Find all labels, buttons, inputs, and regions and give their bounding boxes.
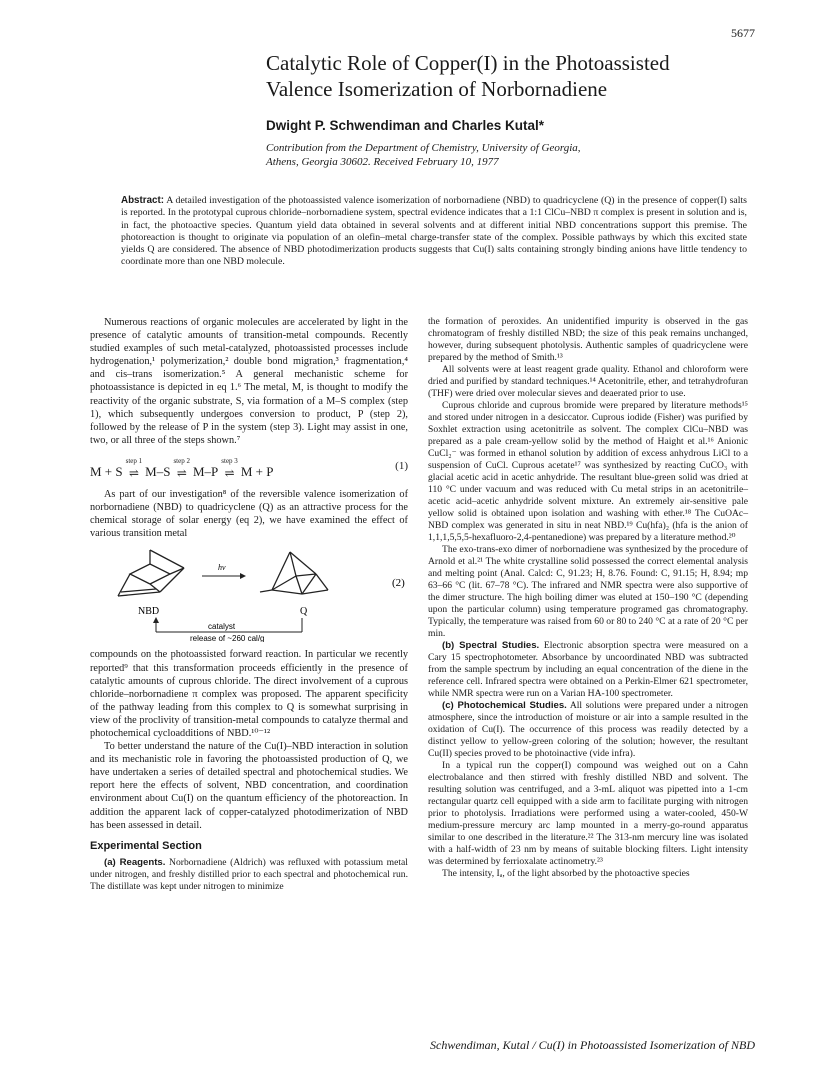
page-number: 5677 bbox=[731, 26, 755, 40]
affiliation bbox=[266, 141, 686, 169]
eq1-step2-label: step 2 bbox=[173, 456, 190, 465]
scheme-nbd-label: NBD bbox=[138, 606, 160, 618]
equation-1-body bbox=[90, 455, 274, 481]
right-paragraph-2: All solvents were at least reagent grade quality. Ethanol and chloroform were dried and purified by standard techniques.¹⁴ Acetonitrile, ether, and tetrahydrofuran (THF) were dried over molecular sieves and deaerated prior to use. bbox=[428, 364, 748, 399]
article-title bbox=[266, 50, 746, 102]
affiliation-line-1: Contribution from the Department of Chemistry, University of Georgia, bbox=[266, 142, 581, 154]
spectral-paragraph bbox=[428, 640, 748, 700]
eq1-ms: M–S bbox=[145, 463, 171, 479]
eq1-arrow-step2: step 2 ⇌ bbox=[173, 456, 190, 481]
intro-paragraph-1: Numerous reactions of organic molecules are accelerated by light in the presence of catalytic amounts of transition-metal compounds. Recently studied examples of such metal-catalyzed, photoassisted processes include hydrogenation,¹ polymerization,² double bond migration,³ fragmentation,⁴ and cis–trans isomerization.⁵ A general mechanistic scheme for photoassistance is depicted in eq 1.⁶ The metal, M, is thought to modify the reactivity of the organic substrate, S, via formation of a M–S complex (step 1), which subsequently undergoes conversion to product, P (step 2), followed by the release of P in the system (step 3). Light may assist in one, two, or all three of the steps shown.⁷ bbox=[90, 317, 408, 446]
eq1-rhs: M + P bbox=[240, 463, 274, 479]
affiliation-line-2: Athens, Georgia 30602. Received February 10, 1977 bbox=[266, 156, 499, 168]
right-paragraph-4: The exo-trans-exo dimer of norbornadiene was synthesized by the procedure of Arnold et al.²¹ The white crystalline solid possessed the correct elemental analysis and melting point (Anal. Calcd: C, 91.23; H, 8.76. Found: C, 91.15; H, 8.94; mp 63–66 °C (lit. 67–78 °C). The infrared and NMR spectra were also supportive of the dimer structure. The high boiling dimer was eluted at 150–190 °C (depending upon the particular column) using temperature programed gas chromatography. Typically, the temperature was raised from 60 or 80 to 240 °C at a rate of 20 °C per min. bbox=[428, 544, 748, 639]
spectral-label: (b) Spectral Studies. bbox=[442, 640, 540, 651]
intro-paragraph-4: To better understand the nature of the Cu(I)–NBD interaction in solution and its mechanistic role in favoring the photoassisted production of Q, we have undertaken a series of detailed spectral and photochemical studies. We report here the effects of solvent, NBD concentration, and coordination environment about Cu(I) on the quantum efficiency of the photoreaction. In addition the apparent lack of copper-catalyzed photodimerization of NBD has been assessed in detail. bbox=[90, 741, 408, 831]
right-column bbox=[428, 316, 748, 880]
right-paragraph-1: the formation of peroxides. An unidentified impurity is observed in the gas chromatogram of freshly distilled NBD; the size of this peak remains unchanged, however, during subsequent photolysis. Authentic samples of quadricyclene were prepared by the method of Smith.¹³ bbox=[428, 316, 748, 363]
abstract bbox=[121, 195, 747, 269]
scheme-catalyst: catalyst bbox=[208, 622, 236, 632]
eq1-arrow-step1: step 1 ⇌ bbox=[125, 456, 143, 481]
scheme-q-label: Q bbox=[300, 606, 308, 618]
right-paragraph-7: In a typical run the copper(I) compound was weighed out on a Cahn electrobalance and then stirred with freshly distilled NBD and solvent. The resulting solution was centrifuged, and a 3-mL aliquot was pipetted into a 1-cm rectangular quartz cell equipped with a side arm to facilitate purging with nitrogen prior to photolysis. Irradiations were performed using a water-cooled, 450-W medium-pressure mercury arc lamp mounted in a merry-go-round apparatus similar to one described in the literature.²² The 313-nm mercury line was isolated with a half-width of 23 nm by means of suitable blocking filters. Light intensity was determined by ferrioxalate actinometry.²³ bbox=[428, 760, 748, 867]
photochemical-text: All solutions were prepared under a nitrogen atmosphere, since the introduction of moisture or air into a sample resulted in the oxidation of Cu(I). The occurrence of this process was readily detected by a distinct yellow to yellow-green coloring of the solution; however, the resultant Cu(II) species proved to be photoinactive (vide infra). bbox=[428, 700, 748, 759]
equation-1 bbox=[90, 455, 408, 481]
left-column bbox=[90, 316, 408, 893]
reaction-scheme-2 bbox=[90, 546, 408, 642]
reagents-label: (a) Reagents. bbox=[104, 856, 166, 868]
eq1-step3-label: step 3 bbox=[221, 456, 238, 465]
intro-paragraph-2: As part of our investigation⁸ of the reversible valence isomerization of norbornadiene (NBD) to quadricyclene (Q) as an attractive process for the chemical storage of solar energy (eq 2), we have examined the effect of various transition metal bbox=[90, 489, 408, 540]
section-heading: Experimental Section bbox=[90, 839, 202, 852]
eq1-lhs: M + S bbox=[90, 463, 123, 479]
intro-paragraph-3: compounds on the photoassisted forward reaction. In particular we recently reported⁹ that this transformation proceeds efficiently in the presence of catalytic amounts of cuprous chloride. The direct involvement of a cuprous chloride–norbornadiene π complex was proposed. The apparent specificity of the pathway leading from this complex to Q is somewhat surprising in view of the proclivity of transition-metal compounds to catalyze thermal and photochemical cycloadditions of NBD.¹⁰⁻¹² bbox=[90, 649, 408, 739]
reagents-paragraph bbox=[90, 857, 408, 893]
eq1-step1-label: step 1 bbox=[125, 456, 143, 465]
nbd-to-q-diagram bbox=[90, 546, 408, 642]
photochemical-label: (c) Photochemical Studies. bbox=[442, 700, 567, 711]
spectral-text: Electronic absorption spectra were measured on a Cary 15 spectrophotometer. Absorbance by uncoordinated NBD was subtracted from the sample spectrum by including an equal concentration of the diene in the reference cell. Infrared spectra were obtained on a Perkin-Elmer 621 spectrometer, while NMR spectra were run on a Varian HA-100 spectrometer. bbox=[428, 640, 748, 699]
running-footer: Schwendiman, Kutal / Cu(I) in Photoassisted Isomerization of NBD bbox=[430, 1038, 755, 1052]
abstract-text: A detailed investigation of the photoassisted valence isomerization of norbornadiene (NBD) to quadricyclene (Q) in the presence of copper(I) salts is reported. In the prototypal cuprous chloride–norbornadiene system, spectral evidence indicates that a 1:1 ClCu–NBD π complex is present in solution and is, in fact, the photoactive species. Quantum yield data obtained in several solvents and at different initial NBD concentrations support this premise. The photoreaction is thought to originate via population of an olefin–metal charge-transfer state of the complex. Possible pathways by which this excited state yields Q are considered. The absence of NBD photodimerization products suggests that Cu(I) salts containing strongly binding anions have little tendency to coordinate more than one NBD molecule. bbox=[121, 195, 747, 268]
reagents-text: Norbornadiene (Aldrich) was refluxed with potassium metal under nitrogen, and freshly distilled prior to each spectral and photochemical run. The distillate was kept under nitrogen to minimize bbox=[90, 856, 408, 892]
abstract-label: Abstract: bbox=[121, 195, 165, 206]
authors: Dwight P. Schwendiman and Charles Kutal* bbox=[266, 118, 545, 133]
eq1-arrow-step3: step 3 ⇌ bbox=[221, 456, 238, 481]
scheme-hv: hν bbox=[218, 563, 226, 573]
equation-1-number: (1) bbox=[395, 459, 408, 472]
scheme-release: release of ~260 cal/g bbox=[190, 634, 265, 643]
eq1-mp: M–P bbox=[192, 463, 219, 479]
q-structure bbox=[260, 552, 328, 594]
nbd-structure bbox=[118, 550, 184, 596]
right-paragraph-8: The intensity, Iₐ, of the light absorbed by the photoactive species bbox=[442, 868, 690, 879]
photochemical-paragraph bbox=[428, 700, 748, 760]
title-line-2: Valence Isomerization of Norbornadiene bbox=[266, 77, 608, 101]
title-line-1: Catalytic Role of Copper(I) in the Photoassisted bbox=[266, 51, 670, 75]
equation-2-number: (2) bbox=[392, 577, 405, 590]
right-paragraph-3: Cuprous chloride and cuprous bromide were prepared by literature methods¹⁵ and stored under nitrogen in a desiccator. Cuprous iodide (Fisher) was purified by Soxhlet extraction using acetonitrile as solvent. The complex ClCu–NBD was prepared as a pale cream-yellow solid by the method of Haight et al.¹⁶ Anionic CuCl₂⁻ was formed in ethanol solution by addition of excess anhydrous LiCl to a suspension of CuCl. Cuprous acetate¹⁷ was synthesized by reacting CuCO₃ with glacial acetic acid in acetic anhydride. The resultant blue-green solid was dried at 110 °C under vacuum and was reduced with Cu metal strips in an acetonitrile–acetic acid–acetic anhydride solvent mixture. An extremely air-sensitive pale yellow solid is obtained upon isolation and washing with ether.¹⁸ The CuOAc–NBD complex was generated in situ in neat NBD.¹⁹ Cu(hfa)₂ (hfa is the anion of 1,1,1,5,5,5-hexafluoro-2,4-pentanedione) was prepared by a literature method.²⁰ bbox=[428, 400, 748, 543]
